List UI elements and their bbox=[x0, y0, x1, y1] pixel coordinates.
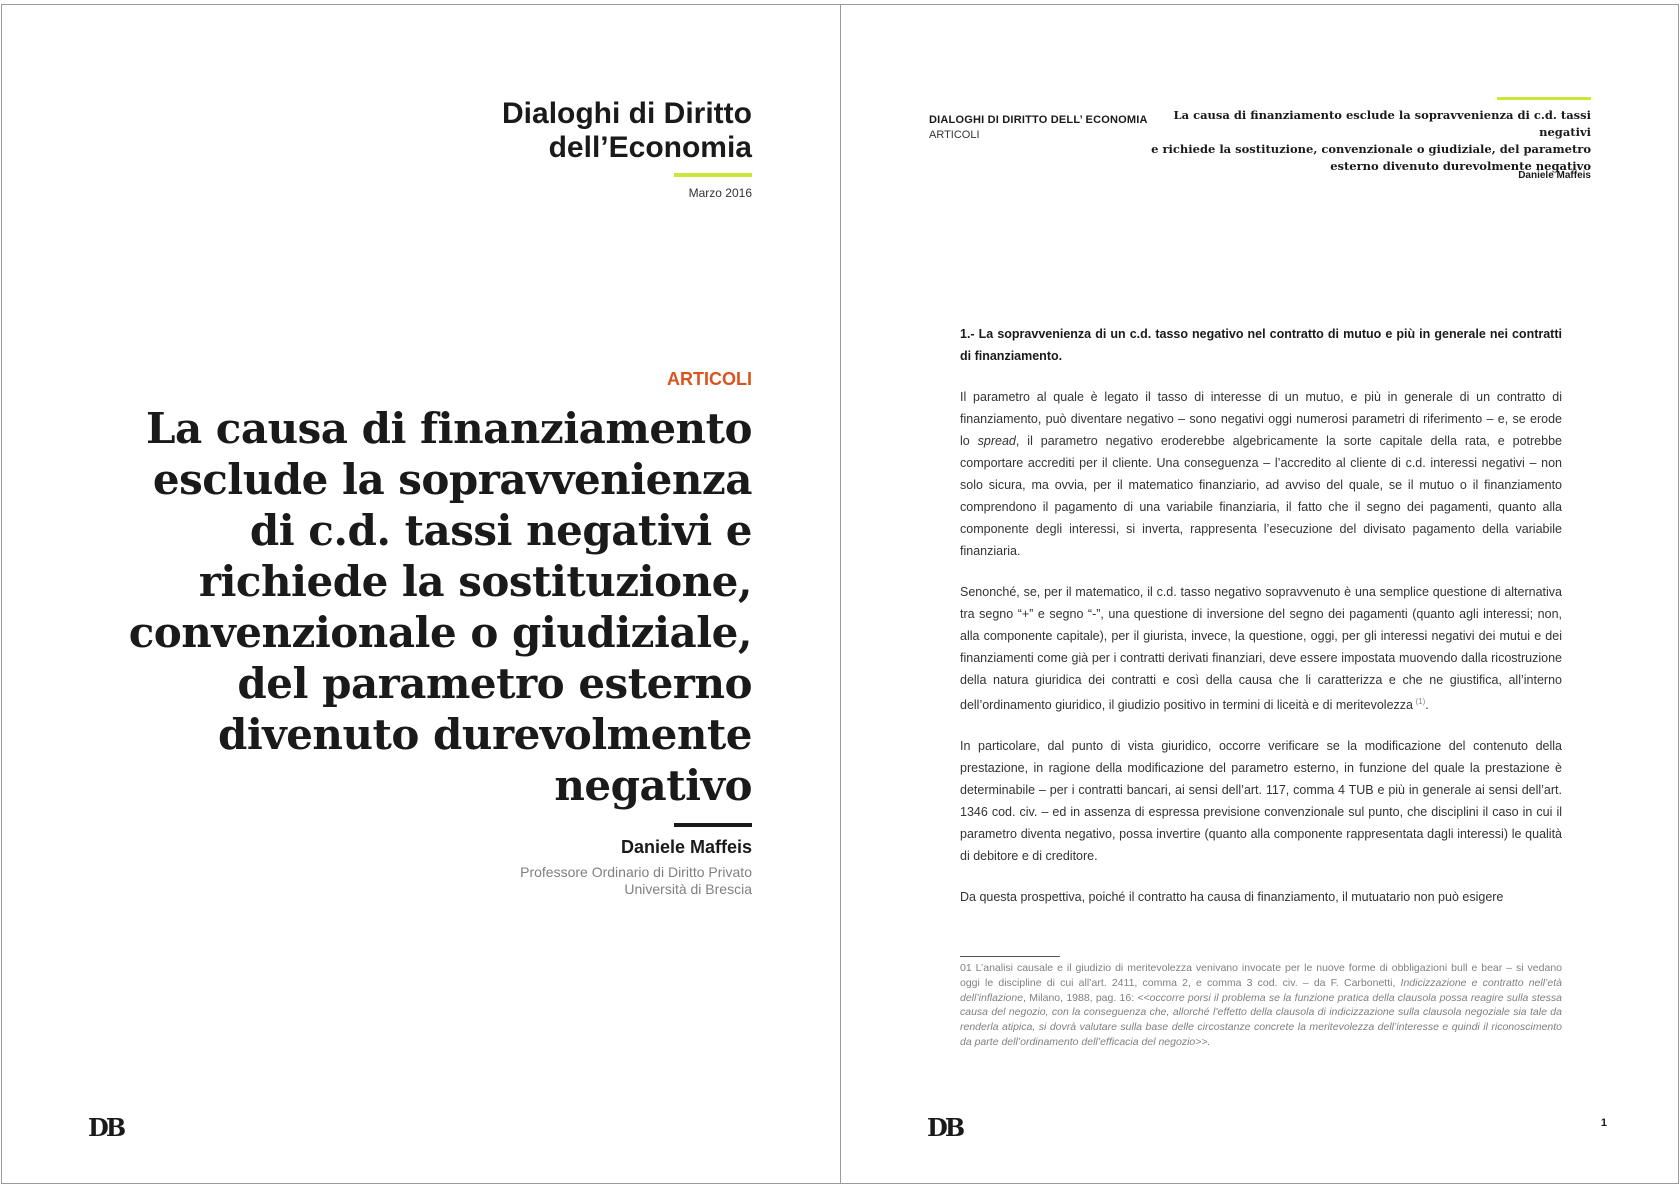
running-head-title-line: La causa di finanziamento esclude la sopravvenienza di c.d. tassi negativi bbox=[1173, 108, 1591, 139]
paragraph-text: Senonché, se, per il matematico, il c.d. tasso negativo sopravvenuto è una semplice questione di alternativa tra segno “+” e segno “-”, una questione di inversione del segno dei pagamenti (quanto agli interessi; non, alla componente capitale), per il giurista, invece, la questione, oggi, per gli interessi negativi dei mutui e dei finanziamenti come già per i contratti derivati finanziari, deve essere impostata muovendo dalla ricostruzione della natura giuridica dei contratti e così della causa che li caratterizza e che ne giustifica, all’interno dell’ordinamento giuridico, il giudizio positivo in termini di liceità e di meritevolezza bbox=[960, 585, 1562, 713]
article-body bbox=[960, 323, 1562, 927]
running-head-journal: DIALOGHI DI DIRITTO DELL’ ECONOMIA bbox=[929, 114, 1148, 126]
footnote-quote: <<occorre porsi il problema se la funzione pratica della clausola possa reagire sulla stessa causa del negozio, con la conseguenza che, allorché l’effetto della clausola di indicizzazione sulla clausola negoziale sia tale da renderla atipica, si dovrà valutare sulla base delle circostanze concrete la meritevolezza dell’interesse e quindi il riconoscimento da parte dell’ordinamento dell’efficacia del negozio>>. bbox=[960, 991, 1562, 1048]
title-line: del parametro esterno bbox=[237, 659, 752, 708]
title-line: negativo bbox=[554, 761, 752, 810]
title-line: divenuto durevolmente bbox=[217, 710, 752, 759]
title-line: convenzionale o giudiziale, bbox=[128, 608, 752, 657]
section-label: ARTICOLI bbox=[667, 369, 752, 389]
cited-work-title: Indicizzazione e contratto nell’età dell’inflazione bbox=[960, 976, 1562, 1004]
author-university: Università di Brescia bbox=[624, 881, 752, 897]
footnote bbox=[960, 961, 1562, 1050]
paragraph-text: Il parametro al quale è legato il tasso di interesse di un mutuo, e più in generale di un contratto di finanziamento, può diventare negativo – sono negativi oggi numerosi parametri di riferimento – e, se erode lo bbox=[960, 390, 1562, 448]
issue-date: Marzo 2016 bbox=[688, 186, 752, 200]
running-head-section: ARTICOLI bbox=[929, 129, 980, 141]
paragraph-text: . bbox=[1425, 698, 1429, 713]
running-head-author: Daniele Maffeis bbox=[1518, 170, 1591, 181]
page-number: 1 bbox=[1600, 1117, 1607, 1129]
footnote-text: , Milano, 1988, pag. 16: bbox=[1023, 991, 1138, 1004]
title-line: La causa di finanziamento bbox=[145, 404, 752, 453]
section-heading: 1.- La sopravvenienza di un c.d. tasso negativo nel contratto di mutuo e più in generale nei contratti di finanziamento. bbox=[960, 327, 1562, 363]
footnote-divider bbox=[960, 956, 1060, 957]
paragraph: In particolare, dal punto di vista giuridico, occorre verificare se la modificazione del contenuto della prestazione, in ragione della modificazione del parametro esterno, in funzione del quale la prestazione è determinabile – per i contratti bancari, ai sensi dell’art. 117, comma 4 TUB e più in generale ai sensi dell’art. 1346 cod. civ. – ed in assenza di espressa previsione convenzionale sul punto, che disciplini il caso in cui il parametro diventa negativo, possa invertire (quanto alla componente rappresentata dagli interessi) le qualità di debitore e di creditore. bbox=[960, 739, 1562, 864]
accent-bar bbox=[1497, 97, 1591, 100]
article-page bbox=[840, 4, 1679, 1184]
db-logo: DB bbox=[927, 1113, 963, 1142]
title-line: esclude la sopravvenienza bbox=[152, 455, 752, 504]
title-line: di c.d. tassi negativi e bbox=[249, 506, 752, 555]
footnote-text: 01 L’analisi causale e il giudizio di meritevolezza venivano invocate per le nuove forme di obbligazioni bull e bear – si vedano oggi le discipline di cui all’art. 2411, comma 2, e comma 3 cod. civ. – da F. Carbonetti, bbox=[960, 962, 1562, 989]
cover-page bbox=[1, 4, 841, 1184]
title-line: richiede la sostituzione, bbox=[198, 557, 752, 606]
article-title bbox=[112, 403, 752, 811]
journal-title-line2: dell’Economia bbox=[548, 131, 752, 164]
journal-title bbox=[352, 97, 752, 165]
paragraph-text: , il parametro negativo eroderebbe algebricamente la sorte capitale della rata, e potrebbe comportare accrediti per il cliente. Una conseguenza – l’accredito al cliente di c.d. interessi negativi – non solo sicura, ma ovvia, per il matematico finanziario, ad avviso del quale, se il mutuo o il finanziamento comprendono il pagamento di una variabile finanziaria, il fatto che il segno dei pagamenti, quanto alla componente degli interessi, si inverta, rappresenta l’esecuzione del divisato pagamento della variabile finanziaria. bbox=[960, 434, 1562, 558]
author-role: Professore Ordinario di Diritto Privato bbox=[520, 864, 752, 880]
paragraph bbox=[960, 581, 1562, 716]
footnote-reference[interactable]: (1) bbox=[1415, 697, 1426, 706]
running-head-title bbox=[1141, 107, 1591, 175]
journal-title-line1: Dialoghi di Diritto bbox=[502, 97, 752, 130]
running-head-title-line: e richiede la sostituzione, convenzionale o giudiziale, del parametro bbox=[1151, 142, 1591, 156]
author-name: Daniele Maffeis bbox=[620, 837, 752, 857]
paragraph bbox=[960, 386, 1562, 562]
italic-term: spread bbox=[977, 434, 1016, 448]
paragraph: Da questa prospettiva, poiché il contratto ha causa di finanziamento, il mutuatario non può esigere bbox=[960, 890, 1504, 905]
title-rule bbox=[674, 823, 752, 827]
db-logo: DB bbox=[88, 1113, 124, 1142]
running-head-title-line: esterno divenuto durevolmente negativo bbox=[1330, 159, 1591, 173]
accent-bar bbox=[674, 173, 752, 177]
